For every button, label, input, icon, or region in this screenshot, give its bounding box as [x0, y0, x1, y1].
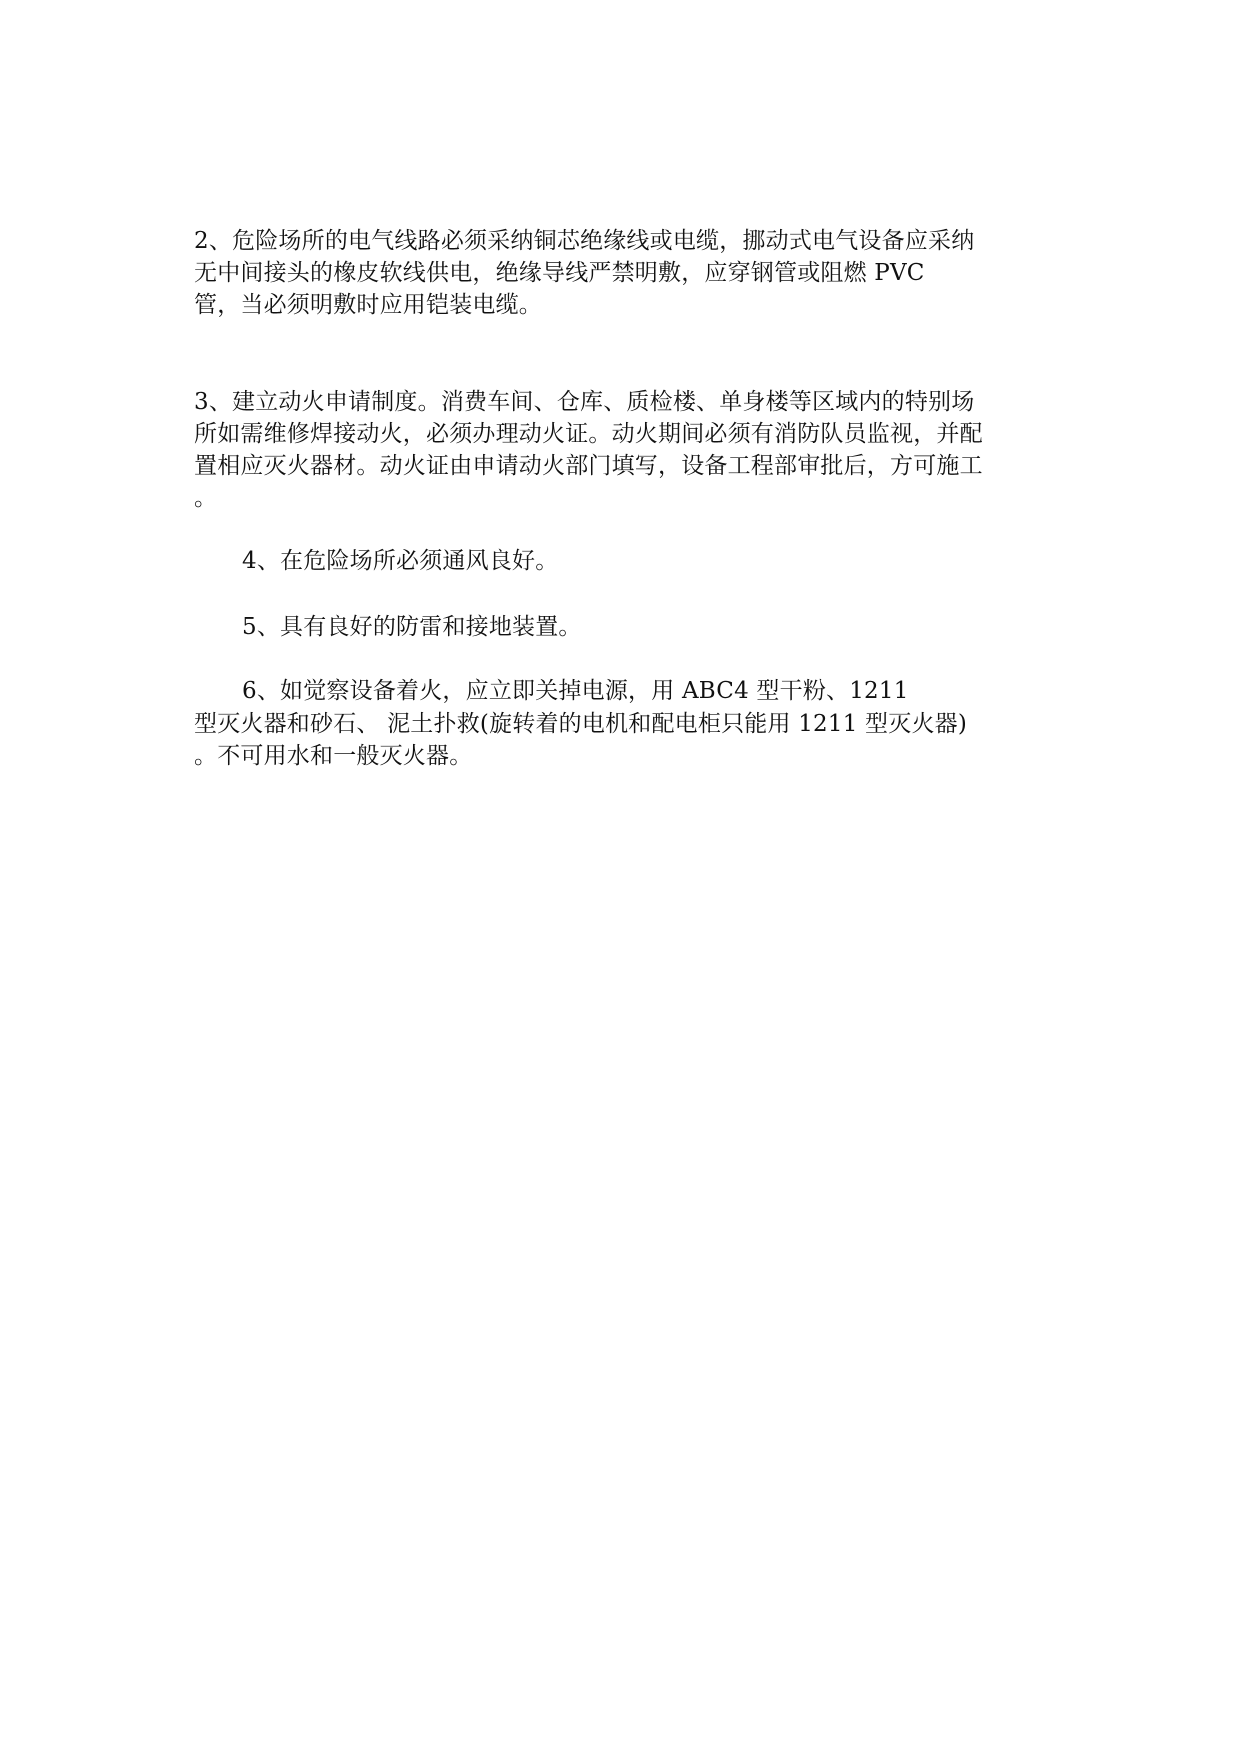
paragraph-6-line-2: 型灭火器和砂石、 泥土扑救(旋转着的电机和配电柜只能用 1211 型灭火器) — [194, 711, 968, 737]
paragraph-3-line-2: 所如需维修焊接动火，必须办理动火证。动火期间必须有消防队员监视，并配 — [194, 421, 983, 447]
paragraph-3-line-1: 3、建立动火申请制度。消费车间、仓库、质检楼、单身楼等区域内的特别场 — [194, 389, 975, 415]
paragraph-2-line-3: 管，当必须明敷时应用铠装电缆。 — [194, 292, 542, 318]
paragraph-2-line-2: 无中间接头的橡皮软线供电，绝缘导线严禁明敷，应穿钢管或阻燃 PVC — [194, 260, 925, 286]
paragraph-6-line-3: 。不可用水和一般灭火器。 — [194, 743, 473, 769]
paragraph-3-line-3: 置相应灭火器材。动火证由申请动火部门填写，设备工程部审批后，方可施工 — [194, 453, 983, 479]
paragraph-2-line-1: 2、危险场所的电气线路必须采纳铜芯绝缘线或电缆，挪动式电气设备应采纳 — [194, 228, 975, 254]
paragraph-4-line-1: 4、在危险场所必须通风良好。 — [242, 548, 559, 574]
paragraph-3-line-4: 。 — [194, 485, 218, 511]
paragraph-6-line-1: 6、如觉察设备着火，应立即关掉电源，用 ABC4 型干粉、1211 — [242, 678, 909, 704]
paragraph-5-line-1: 5、具有良好的防雷和接地装置。 — [242, 614, 582, 640]
